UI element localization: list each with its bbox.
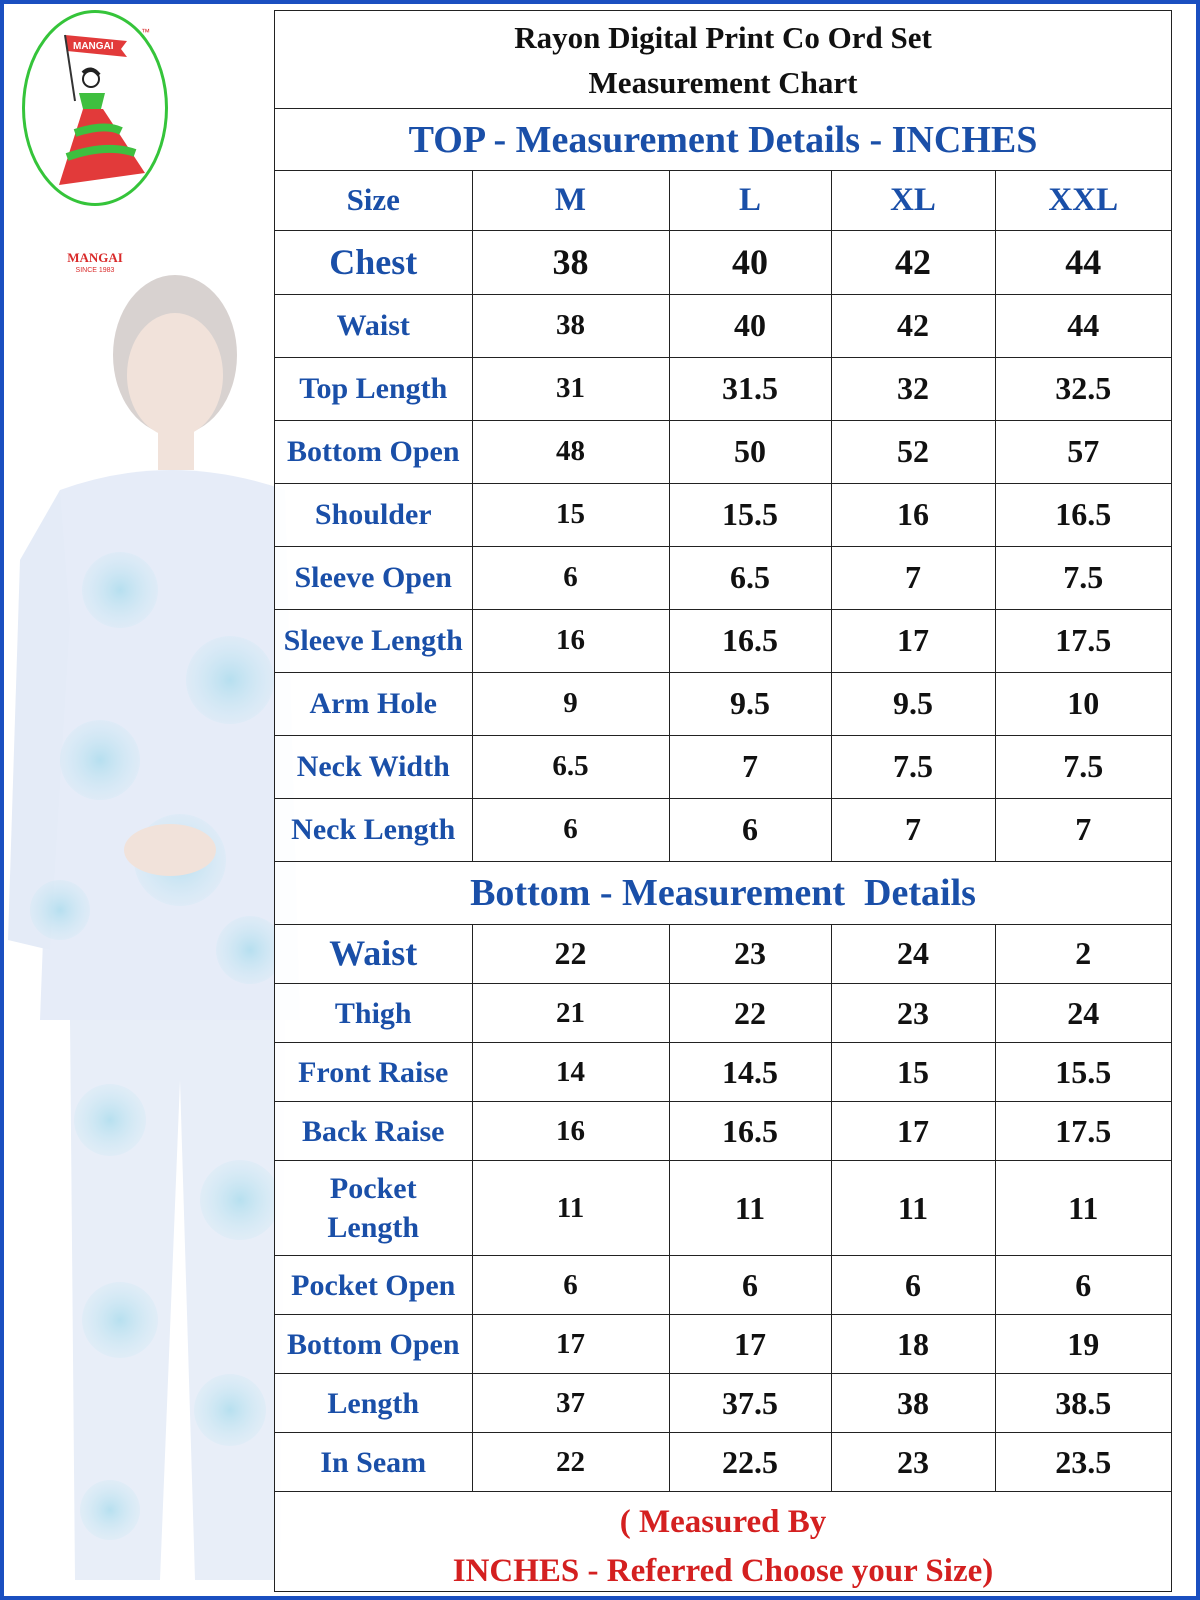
cell-xl: 7 bbox=[831, 546, 995, 609]
cell-l: 40 bbox=[669, 230, 831, 294]
bottom-section-heading: Bottom - Measurement Details bbox=[275, 862, 1171, 925]
cell-xxl: 15.5 bbox=[995, 1043, 1171, 1102]
cell-xxl: 16.5 bbox=[995, 483, 1171, 546]
size-header-l: L bbox=[669, 171, 831, 230]
cell-xl: 23 bbox=[831, 1433, 995, 1492]
cell-m: 14 bbox=[472, 1043, 669, 1102]
cell-xxl: 2 bbox=[995, 925, 1171, 984]
cell-m: 9 bbox=[472, 672, 669, 735]
top-measurement-table bbox=[275, 171, 1171, 862]
cell-l: 50 bbox=[669, 420, 831, 483]
cell-xxl: 44 bbox=[995, 230, 1171, 294]
cell-m: 17 bbox=[472, 1315, 669, 1374]
row-label: Bottom Open bbox=[275, 1315, 472, 1374]
row-label: Neck Length bbox=[275, 798, 472, 861]
table-row bbox=[275, 1161, 1171, 1256]
cell-xl: 38 bbox=[831, 1374, 995, 1433]
table-row bbox=[275, 230, 1171, 294]
cell-l: 23 bbox=[669, 925, 831, 984]
table-row bbox=[275, 672, 1171, 735]
cell-xl: 23 bbox=[831, 984, 995, 1043]
size-header-row bbox=[275, 171, 1171, 230]
cell-xl: 18 bbox=[831, 1315, 995, 1374]
table-row bbox=[275, 798, 1171, 861]
size-header-m: M bbox=[472, 171, 669, 230]
cell-xl: 7 bbox=[831, 798, 995, 861]
cell-xl: 17 bbox=[831, 1102, 995, 1161]
cell-m: 38 bbox=[472, 294, 669, 357]
row-label: In Seam bbox=[275, 1433, 472, 1492]
cell-xl: 52 bbox=[831, 420, 995, 483]
row-label: Neck Width bbox=[275, 735, 472, 798]
bottom-measurement-table bbox=[275, 925, 1171, 1493]
table-row bbox=[275, 984, 1171, 1043]
cell-xxl: 6 bbox=[995, 1256, 1171, 1315]
cell-l: 9.5 bbox=[669, 672, 831, 735]
table-row bbox=[275, 609, 1171, 672]
table-row bbox=[275, 1433, 1171, 1492]
cell-xxl: 7 bbox=[995, 798, 1171, 861]
cell-xxl: 23.5 bbox=[995, 1433, 1171, 1492]
brand-since: SINCE 1983 bbox=[75, 267, 115, 274]
table-row bbox=[275, 925, 1171, 984]
cell-xxl: 57 bbox=[995, 420, 1171, 483]
table-row bbox=[275, 1043, 1171, 1102]
size-header-label: Size bbox=[275, 171, 472, 230]
cell-m: 38 bbox=[472, 230, 669, 294]
row-label: Arm Hole bbox=[275, 672, 472, 735]
row-label: Waist bbox=[275, 294, 472, 357]
cell-m: 6 bbox=[472, 1256, 669, 1315]
chart-title bbox=[275, 11, 1171, 109]
cell-xxl: 17.5 bbox=[995, 1102, 1171, 1161]
cell-xl: 42 bbox=[831, 294, 995, 357]
row-label: Pocket Open bbox=[275, 1256, 472, 1315]
cell-m: 21 bbox=[472, 984, 669, 1043]
row-label: Thigh bbox=[275, 984, 472, 1043]
cell-xxl: 7.5 bbox=[995, 735, 1171, 798]
top-section-heading: TOP - Measurement Details - INCHES bbox=[275, 109, 1171, 171]
cell-l: 22 bbox=[669, 984, 831, 1043]
table-row bbox=[275, 1102, 1171, 1161]
cell-m: 16 bbox=[472, 609, 669, 672]
cell-xl: 42 bbox=[831, 230, 995, 294]
cell-xl: 24 bbox=[831, 925, 995, 984]
cell-xl: 7.5 bbox=[831, 735, 995, 798]
cell-l: 22.5 bbox=[669, 1433, 831, 1492]
table-row bbox=[275, 357, 1171, 420]
cell-m: 6.5 bbox=[472, 735, 669, 798]
table-row bbox=[275, 420, 1171, 483]
cell-xxl: 10 bbox=[995, 672, 1171, 735]
chart-title-line2: Measurement Chart bbox=[588, 64, 858, 100]
cell-l: 11 bbox=[669, 1161, 831, 1256]
row-label: Length bbox=[275, 1374, 472, 1433]
footer-line2: INCHES - Referred Choose your Size) bbox=[452, 1553, 994, 1589]
model-image bbox=[0, 260, 300, 1590]
cell-l: 17 bbox=[669, 1315, 831, 1374]
brand-name: MANGAI bbox=[67, 250, 123, 265]
chart-title-line1: Rayon Digital Print Co Ord Set bbox=[514, 19, 932, 55]
cell-xxl: 38.5 bbox=[995, 1374, 1171, 1433]
cell-l: 6 bbox=[669, 798, 831, 861]
cell-l: 14.5 bbox=[669, 1043, 831, 1102]
table-row bbox=[275, 483, 1171, 546]
cell-xl: 11 bbox=[831, 1161, 995, 1256]
cell-xl: 16 bbox=[831, 483, 995, 546]
row-label: Top Length bbox=[275, 357, 472, 420]
table-row bbox=[275, 294, 1171, 357]
cell-m: 11 bbox=[472, 1161, 669, 1256]
cell-l: 6 bbox=[669, 1256, 831, 1315]
row-label: Chest bbox=[275, 230, 472, 294]
cell-xxl: 24 bbox=[995, 984, 1171, 1043]
cell-l: 31.5 bbox=[669, 357, 831, 420]
measurement-chart bbox=[274, 10, 1172, 1592]
row-label: Shoulder bbox=[275, 483, 472, 546]
row-label: Sleeve Open bbox=[275, 546, 472, 609]
cell-xl: 32 bbox=[831, 357, 995, 420]
cell-xxl: 7.5 bbox=[995, 546, 1171, 609]
flag-text: MANGAI bbox=[73, 41, 114, 52]
row-label: Front Raise bbox=[275, 1043, 472, 1102]
cell-xl: 9.5 bbox=[831, 672, 995, 735]
cell-l: 7 bbox=[669, 735, 831, 798]
cell-l: 40 bbox=[669, 294, 831, 357]
cell-xl: 6 bbox=[831, 1256, 995, 1315]
brand-logo bbox=[22, 10, 168, 206]
cell-m: 22 bbox=[472, 1433, 669, 1492]
cell-m: 6 bbox=[472, 546, 669, 609]
cell-m: 22 bbox=[472, 925, 669, 984]
table-row bbox=[275, 546, 1171, 609]
cell-l: 15.5 bbox=[669, 483, 831, 546]
size-header-xl: XL bbox=[831, 171, 995, 230]
cell-xxl: 44 bbox=[995, 294, 1171, 357]
row-label: Pocket Length bbox=[275, 1161, 472, 1256]
cell-l: 16.5 bbox=[669, 609, 831, 672]
trademark-symbol: ™ bbox=[141, 27, 150, 37]
size-header-xxl: XXL bbox=[995, 171, 1171, 230]
cell-m: 16 bbox=[472, 1102, 669, 1161]
cell-xxl: 32.5 bbox=[995, 357, 1171, 420]
cell-m: 37 bbox=[472, 1374, 669, 1433]
cell-m: 31 bbox=[472, 357, 669, 420]
cell-xxl: 17.5 bbox=[995, 609, 1171, 672]
row-label: Bottom Open bbox=[275, 420, 472, 483]
table-row bbox=[275, 1256, 1171, 1315]
table-row bbox=[275, 1315, 1171, 1374]
row-label: Sleeve Length bbox=[275, 609, 472, 672]
cell-m: 48 bbox=[472, 420, 669, 483]
cell-l: 6.5 bbox=[669, 546, 831, 609]
dancer-logo-icon bbox=[25, 13, 165, 203]
footer-note bbox=[275, 1492, 1171, 1596]
cell-m: 6 bbox=[472, 798, 669, 861]
row-label: Back Raise bbox=[275, 1102, 472, 1161]
footer-line1: ( Measured By bbox=[619, 1504, 827, 1540]
cell-l: 16.5 bbox=[669, 1102, 831, 1161]
table-row bbox=[275, 735, 1171, 798]
cell-xl: 17 bbox=[831, 609, 995, 672]
cell-xl: 15 bbox=[831, 1043, 995, 1102]
table-row bbox=[275, 1374, 1171, 1433]
cell-xxl: 19 bbox=[995, 1315, 1171, 1374]
cell-m: 15 bbox=[472, 483, 669, 546]
cell-l: 37.5 bbox=[669, 1374, 831, 1433]
row-label: Waist bbox=[275, 925, 472, 984]
cell-xxl: 11 bbox=[995, 1161, 1171, 1256]
